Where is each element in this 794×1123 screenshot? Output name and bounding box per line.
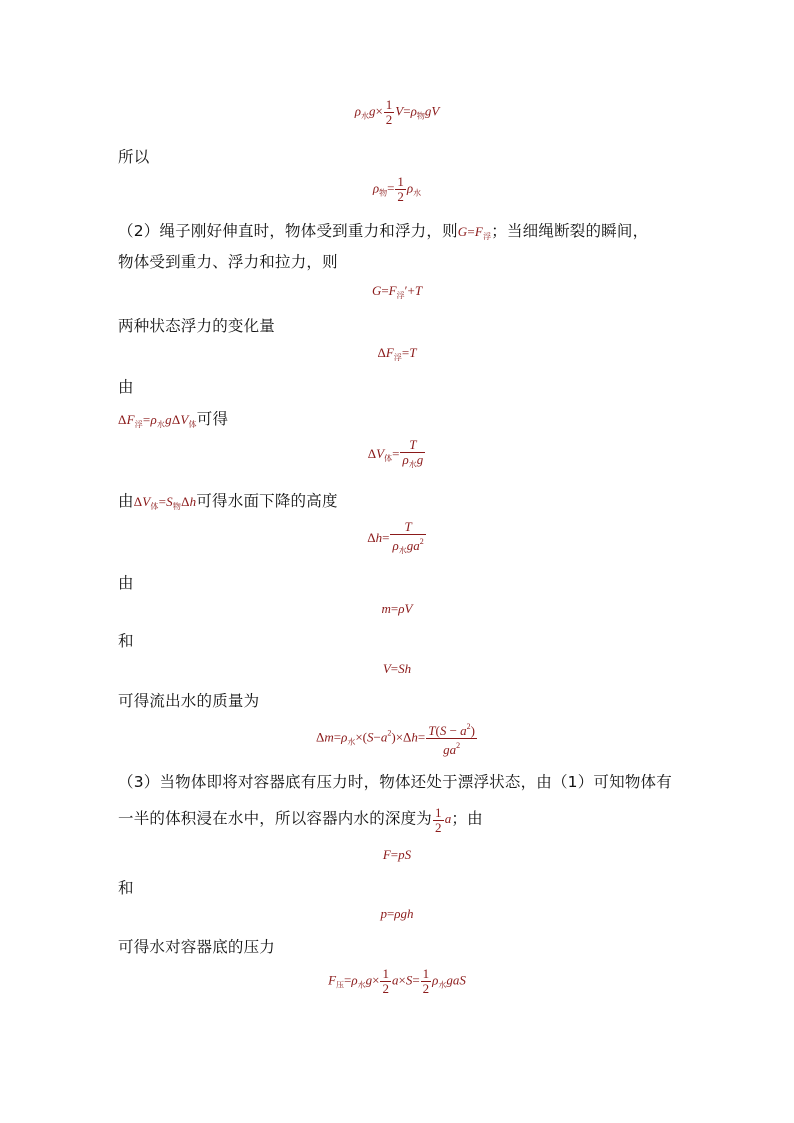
text-outflow-mass: 可得流出水的质量为: [118, 692, 260, 710]
equation-delta-volume: $\Delta V_体=$ $\frac{T}{\rho_水g}$: [0, 438, 794, 472]
equation-mass: m=ρV: [381, 601, 413, 616]
text-bottom-pressure: 可得水对容器底的压力: [118, 938, 276, 956]
equation-density-ratio: $\rho_物=$ $\frac{1}{2}$ $\rho_水$: [372, 174, 422, 204]
equation-pressure-force: F=pS: [382, 847, 412, 862]
text-water-depth: 一半的体积浸在水中，所以容器内水的深度为 $\frac{1}{2}$ a；由: [118, 805, 483, 835]
text-from-2: 由: [118, 574, 134, 592]
equation-delta-buoyancy: $\Delta F_浮=T$: [377, 345, 417, 362]
text-and: 和: [118, 632, 134, 650]
equation-force-balance: $G=F_浮'+T$: [371, 283, 423, 300]
text-change-of-buoyancy: 两种状态浮力的变化量: [118, 317, 276, 335]
text-delta-f-relation: $\Delta F_浮=\rho_水g\Delta V_体$可得: [118, 410, 229, 429]
text-from: 由: [118, 378, 134, 396]
equation-final-force: $F_压=\rho_水g\times$ $\frac{1}{2}$ a×S= $\frac{1}{2}$ $\rho_水gaS$: [328, 966, 466, 996]
equation-buoyancy-balance: $\rho_水g\times$ $\frac{1}{2}$ $V=\rho_物gV$: [354, 97, 440, 127]
text-forces: 物体受到重力、浮力和拉力，则: [118, 253, 338, 271]
text-water-level-drop: 由$\Delta V_体=S_物\Delta h$可得水面下降的高度: [118, 492, 338, 511]
equation-delta-mass: $\Delta m=\rho_水\times(S-a^2)\times\Delta h=$ $\frac{T(S - a^2)}{ga^2}$: [315, 722, 475, 757]
text-part3-intro: （3）当物体即将对容器底有压力时，物体还处于漂浮状态，由（1）可知物体有: [118, 773, 672, 791]
equation-liquid-pressure: p=ρgh: [380, 906, 414, 921]
equation-volume: V=Sh: [382, 661, 412, 676]
text-therefore: 所以: [118, 148, 150, 166]
equation-delta-height: Δh= $\frac{T}{\rho_水ga^2}$: [0, 520, 794, 558]
text-and-2: 和: [118, 879, 134, 897]
text-part2-intro: （2）绳子刚好伸直时，物体受到重力和浮力，则$G=F_浮$；当细绳断裂的瞬间，: [118, 222, 649, 241]
